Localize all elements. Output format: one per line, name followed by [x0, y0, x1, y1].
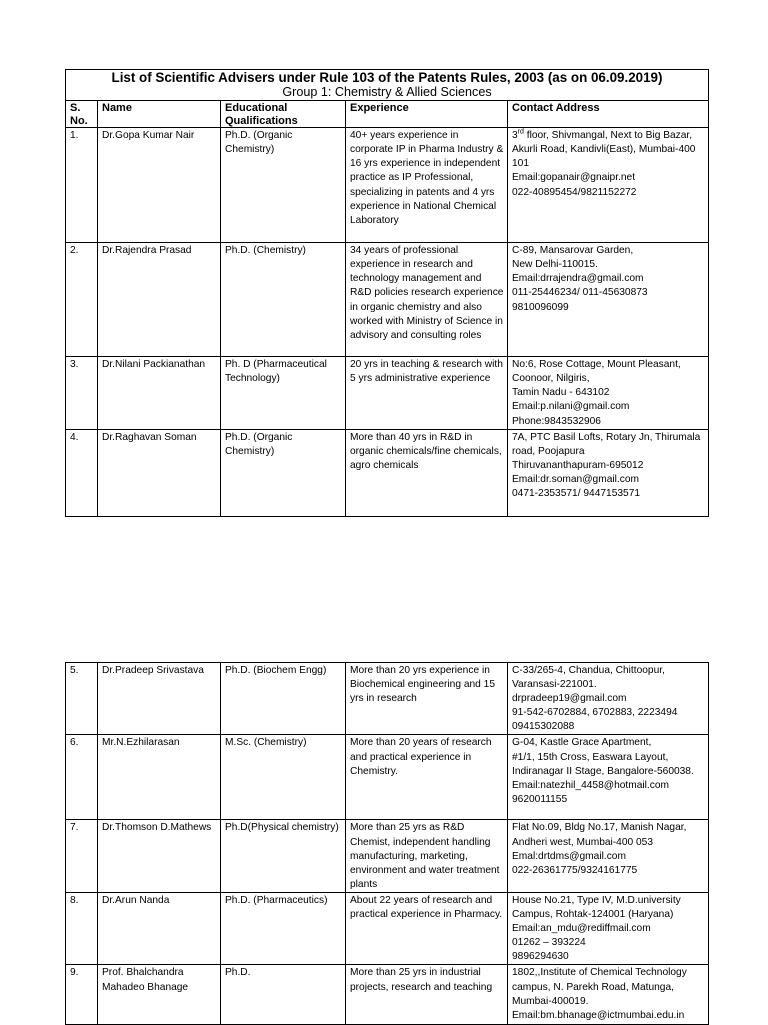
table-row: [66, 965, 709, 1025]
cell-sno: 5.: [66, 663, 98, 735]
cell-qualification: Ph.D. (Chemistry): [221, 243, 346, 357]
title-row: [66, 70, 709, 101]
address-text: floor, Shivmangal, Next to Big Bazar, Akurli Road, Kandivli(East), Mumbai-400 101 Email:gopanair@gnaipr.net 022-40895454/9821152272: [512, 130, 696, 198]
header-sno: S. No.: [66, 101, 98, 128]
table-row: [66, 243, 709, 357]
cell-address: Flat No.09, Bldg No.17, Manish Nagar, Andheri west, Mumbai-400 053 Emal:drtdms@gmail.com 022-26361775/9324161775: [508, 820, 709, 892]
cell-address: C-89, Mansarovar Garden, New Delhi-110015. Email:drrajendra@gmail.com 011-25446234/ 011-45630873 9810096099: [508, 243, 709, 357]
advisers-table-continued: [65, 662, 709, 1025]
table-row: [66, 128, 709, 243]
cell-qualification: Ph.D. (Organic Chemistry): [221, 429, 346, 516]
cell-name: Dr.Thomson D.Mathews: [98, 820, 221, 892]
cell-name: Dr.Arun Nanda: [98, 892, 221, 964]
header-row: [66, 101, 709, 128]
cell-name: Dr.Rajendra Prasad: [98, 243, 221, 357]
cell-experience: More than 25 yrs in industrial projects, research and teaching: [346, 965, 508, 1025]
cell-address: House No.21, Type IV, M.D.university Campus, Rohtak-124001 (Haryana) Email:an_mdu@rediffmail.com 01262 – 393224 9896294630: [508, 892, 709, 964]
address-superscript: rd: [517, 128, 524, 136]
advisers-table-top: [65, 69, 709, 517]
cell-sno: 4.: [66, 429, 98, 516]
table-row: [66, 735, 709, 820]
cell-experience: More than 20 yrs experience in Biochemical engineering and 15 yrs in research: [346, 663, 508, 735]
cell-sno: 2.: [66, 243, 98, 357]
cell-sno: 3.: [66, 357, 98, 429]
cell-sno: 7.: [66, 820, 98, 892]
table-row: [66, 820, 709, 892]
cell-sno: 9.: [66, 965, 98, 1025]
cell-qualification: Ph.D.: [221, 965, 346, 1025]
cell-sno: 8.: [66, 892, 98, 964]
cell-address: 1802,,Institute of Chemical Technology campus, N. Parekh Road, Matunga, Mumbai-400019. Email:bm.bhanage@ictmumbai.edu.in: [508, 965, 709, 1025]
cell-address: 7A, PTC Basil Lofts, Rotary Jn, Thirumala road, Poojapura Thiruvananthapuram-695012 Email:dr.soman@gmail.com 0471-2353571/ 9447153571: [508, 429, 709, 516]
cell-qualification: M.Sc. (Chemistry): [221, 735, 346, 820]
cell-experience: 40+ years experience in corporate IP in Pharma Industry & 16 yrs experience in independent practice as IP Professional, specializing in patents and 4 yrs experience in National Chemical Laboratory: [346, 128, 508, 243]
cell-qualification: Ph.D. (Pharmaceutics): [221, 892, 346, 964]
cell-experience: 20 yrs in teaching & research with 5 yrs administrative experience: [346, 357, 508, 429]
header-qualifications: Educational Qualifications: [221, 101, 346, 128]
cell-qualification: Ph. D (Pharmaceutical Technology): [221, 357, 346, 429]
table-row: [66, 892, 709, 964]
cell-experience: 34 years of professional experience in research and technology management and R&D policies research experience in organic chemistry and also worked with Ministry of Science in advisory and consulting roles: [346, 243, 508, 357]
table-row: [66, 357, 709, 429]
cell-experience: More than 40 yrs in R&D in organic chemicals/fine chemicals, agro chemicals: [346, 429, 508, 516]
cell-experience: About 22 years of research and practical experience in Pharmacy.: [346, 892, 508, 964]
cell-sno: 1.: [66, 128, 98, 243]
cell-name: Mr.N.Ezhilarasan: [98, 735, 221, 820]
cell-name: Dr.Pradeep Srivastava: [98, 663, 221, 735]
cell-name: Dr.Raghavan Soman: [98, 429, 221, 516]
cell-sno: 6.: [66, 735, 98, 820]
cell-address: No:6, Rose Cottage, Mount Pleasant, Coonoor, Nilgiris, Tamin Nadu - 643102 Email:p.nilani@gmail.com Phone:9843532906: [508, 357, 709, 429]
address-prefix: 3: [512, 130, 518, 142]
cell-experience: More than 25 yrs as R&D Chemist, independent handling manufacturing, marketing, environment and water treatment plants: [346, 820, 508, 892]
cell-name: Dr.Nilani Packianathan: [98, 357, 221, 429]
header-contact: Contact Address: [508, 101, 709, 128]
group-subtitle: Group 1: Chemistry & Allied Sciences: [282, 85, 492, 99]
cell-name: Prof. Bhalchandra Mahadeo Bhanage: [98, 965, 221, 1025]
cell-experience: More than 20 years of research and practical experience in Chemistry.: [346, 735, 508, 820]
cell-address: C-33/265-4, Chandua, Chittoopur, Varansasi-221001. drpradeep19@gmail.com 91-542-6702884, 6702883, 2223494 09415302088: [508, 663, 709, 735]
cell-name: Dr.Gopa Kumar Nair: [98, 128, 221, 243]
header-name: Name: [98, 101, 221, 128]
cell-address: G-04, Kastle Grace Apartment, #1/1, 15th Cross, Easwara Layout, Indiranagar II Stage, Bangalore-560038. Email:natezhil_4458@hotmail.com 9620011155: [508, 735, 709, 820]
table-row: [66, 663, 709, 735]
document-title: List of Scientific Advisers under Rule 103 of the Patents Rules, 2003 (as on 06.09.2019): [111, 70, 663, 85]
cell-qualification: Ph.D(Physical chemistry): [221, 820, 346, 892]
cell-qualification: Ph.D. (Organic Chemistry): [221, 128, 346, 243]
title-cell: [66, 70, 709, 101]
header-experience: Experience: [346, 101, 508, 128]
cell-address: [508, 128, 709, 243]
cell-qualification: Ph.D. (Biochem Engg): [221, 663, 346, 735]
table-row: [66, 429, 709, 516]
